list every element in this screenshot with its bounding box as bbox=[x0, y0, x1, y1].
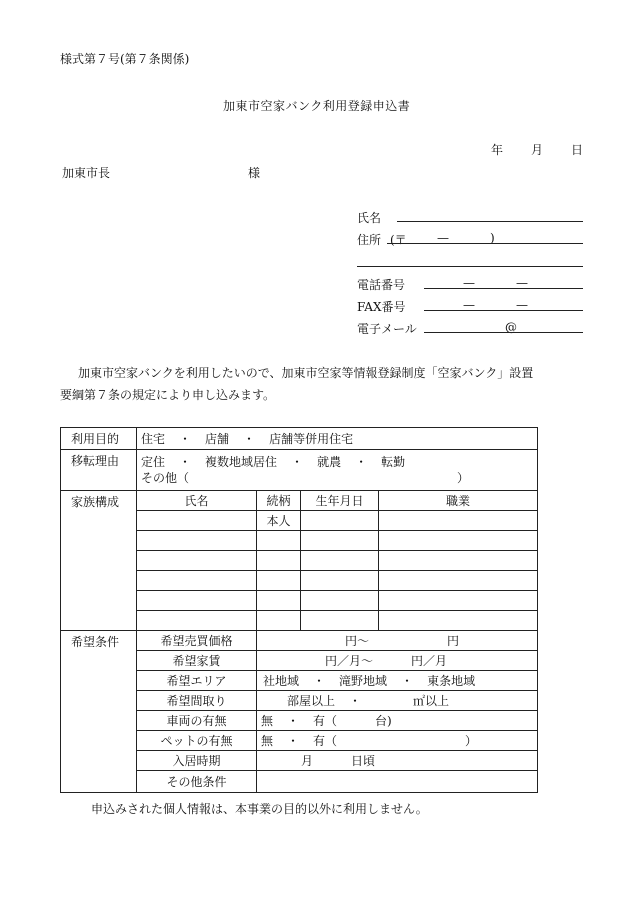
conditions-label: 希望条件 bbox=[61, 631, 137, 793]
reason-row bbox=[61, 450, 538, 491]
purpose-sep-1: ・ bbox=[179, 432, 192, 446]
vehicle-label: 車両の有無 bbox=[137, 711, 257, 731]
date-month: 月 bbox=[531, 143, 544, 157]
condition-price-row bbox=[61, 631, 538, 651]
fax-field[interactable] bbox=[424, 310, 583, 311]
address-field-line2[interactable] bbox=[357, 266, 583, 267]
family-header-row bbox=[61, 491, 538, 511]
reason-sep-2: ・ bbox=[291, 455, 304, 469]
family-name-cell[interactable] bbox=[137, 551, 257, 571]
family-name-cell[interactable] bbox=[137, 591, 257, 611]
family-birthdate-cell[interactable] bbox=[301, 571, 379, 591]
family-name-cell[interactable] bbox=[137, 611, 257, 631]
postal-close: ) bbox=[490, 231, 495, 245]
purpose-option-house[interactable]: 住宅 bbox=[141, 432, 166, 446]
pet-label: ペットの有無 bbox=[137, 731, 257, 751]
phone-dash-2: — bbox=[516, 276, 528, 290]
move-label: 入居時期 bbox=[137, 751, 257, 771]
area-sep-2: ・ bbox=[401, 674, 414, 688]
price-from-unit: 円～ bbox=[345, 634, 370, 648]
pet-sep: ・ bbox=[287, 734, 300, 748]
area-option-takino[interactable]: 滝野地域 bbox=[339, 674, 388, 688]
name-field[interactable] bbox=[397, 221, 583, 222]
reason-option-multi[interactable]: 複数地域居住 bbox=[205, 455, 278, 469]
addressee: 加東市長 bbox=[62, 166, 111, 180]
address-label: 住所 bbox=[357, 233, 382, 247]
other-conditions-label: その他条件 bbox=[137, 771, 257, 793]
reason-options[interactable] bbox=[137, 450, 538, 491]
vehicle-field[interactable] bbox=[257, 711, 538, 731]
purpose-option-mixed[interactable]: 店舗等併用住宅 bbox=[269, 432, 354, 446]
family-occupation-cell[interactable] bbox=[379, 551, 538, 571]
family-relation-cell[interactable] bbox=[257, 591, 301, 611]
family-relation-cell[interactable] bbox=[257, 571, 301, 591]
vehicle-option-yes[interactable]: 有（ bbox=[313, 714, 338, 728]
family-relation-cell[interactable] bbox=[257, 531, 301, 551]
reason-label: 移転理由 bbox=[61, 450, 137, 491]
reason-option-farm[interactable]: 就農 bbox=[317, 455, 342, 469]
area-label: 希望エリア bbox=[137, 671, 257, 691]
family-relation-cell[interactable] bbox=[257, 551, 301, 571]
fax-label: FAX番号 bbox=[357, 300, 406, 314]
family-relation-cell[interactable] bbox=[257, 611, 301, 631]
family-header-name: 氏名 bbox=[137, 491, 257, 511]
family-birthdate-cell[interactable] bbox=[301, 611, 379, 631]
body-line-1: 加東市空家バンクを利用したいので、加東市空家等情報登録制度「空家バンク」設置 bbox=[78, 366, 534, 380]
pet-option-no[interactable]: 無 bbox=[261, 734, 274, 748]
reason-option-settle[interactable]: 定住 bbox=[141, 455, 166, 469]
pet-option-yes[interactable]: 有（ bbox=[313, 734, 338, 748]
pet-close: ） bbox=[465, 734, 478, 748]
family-occupation-cell[interactable] bbox=[379, 511, 538, 531]
family-header-occupation: 職業 bbox=[379, 491, 538, 511]
rent-label: 希望家賃 bbox=[137, 651, 257, 671]
layout-field[interactable] bbox=[257, 691, 538, 711]
price-to-unit: 円 bbox=[447, 634, 460, 648]
reason-sep-1: ・ bbox=[179, 455, 192, 469]
other-conditions-field[interactable] bbox=[257, 771, 538, 793]
area-options[interactable] bbox=[257, 671, 538, 691]
fax-dash-2: — bbox=[516, 298, 528, 312]
purpose-row bbox=[61, 428, 538, 450]
fax-dash-1: — bbox=[463, 298, 475, 312]
email-field[interactable] bbox=[424, 332, 583, 333]
family-birthdate-cell[interactable] bbox=[301, 551, 379, 571]
purpose-options[interactable] bbox=[137, 428, 538, 450]
name-label: 氏名 bbox=[357, 211, 382, 225]
layout-label: 希望間取り bbox=[137, 691, 257, 711]
date-year: 年 bbox=[491, 143, 504, 157]
rent-from-unit: 円／月～ bbox=[325, 654, 374, 668]
purpose-label: 利用目的 bbox=[61, 428, 137, 450]
area-option-tojo[interactable]: 東条地域 bbox=[427, 674, 476, 688]
date-day: 日 bbox=[571, 143, 584, 157]
layout-rooms-unit: 部屋以上 bbox=[287, 694, 336, 708]
family-relation-self: 本人 bbox=[257, 511, 301, 531]
area-option-yashiro[interactable]: 社地域 bbox=[263, 674, 300, 688]
honorific: 様 bbox=[248, 166, 261, 180]
vehicle-unit: 台) bbox=[375, 714, 392, 728]
address-field[interactable] bbox=[387, 243, 583, 244]
purpose-option-shop[interactable]: 店舗 bbox=[205, 432, 230, 446]
family-birthdate-cell[interactable] bbox=[301, 591, 379, 611]
family-occupation-cell[interactable] bbox=[379, 611, 538, 631]
email-at: @ bbox=[505, 320, 517, 334]
postal-dash: — bbox=[437, 231, 449, 245]
move-day-unit: 日頃 bbox=[351, 754, 376, 768]
application-table bbox=[60, 427, 538, 793]
reason-other-label: その他（ bbox=[141, 471, 190, 485]
area-sep-1: ・ bbox=[313, 674, 326, 688]
price-label: 希望売買価格 bbox=[137, 631, 257, 651]
rent-to-unit: 円／月 bbox=[411, 654, 448, 668]
layout-sqm-unit: ㎡以上 bbox=[413, 694, 450, 708]
family-occupation-cell[interactable] bbox=[379, 571, 538, 591]
family-name-cell[interactable] bbox=[137, 511, 257, 531]
form-number: 様式第７号(第７条関係) bbox=[60, 52, 190, 66]
purpose-sep-2: ・ bbox=[243, 432, 256, 446]
phone-field[interactable] bbox=[424, 288, 583, 289]
family-header-birthdate: 生年月日 bbox=[301, 491, 379, 511]
layout-sep: ・ bbox=[349, 694, 362, 708]
vehicle-option-no[interactable]: 無 bbox=[261, 714, 274, 728]
phone-label: 電話番号 bbox=[357, 278, 406, 292]
family-name-cell[interactable] bbox=[137, 571, 257, 591]
page-title: 加東市空家バンク利用登録申込書 bbox=[223, 99, 411, 113]
rent-field[interactable] bbox=[257, 651, 538, 671]
reason-sep-3: ・ bbox=[355, 455, 368, 469]
body-line-2: 要綱第７条の規定により申し込みます。 bbox=[60, 388, 276, 402]
family-name-cell[interactable] bbox=[137, 531, 257, 551]
vehicle-sep: ・ bbox=[287, 714, 300, 728]
family-label: 家族構成 bbox=[61, 491, 137, 631]
price-field[interactable] bbox=[257, 631, 538, 651]
reason-other-close: ） bbox=[457, 471, 470, 485]
family-birthdate-cell[interactable] bbox=[301, 511, 379, 531]
phone-dash-1: — bbox=[463, 276, 475, 290]
family-occupation-cell[interactable] bbox=[379, 591, 538, 611]
email-label: 電子メール bbox=[357, 322, 417, 336]
move-month-unit: 月 bbox=[301, 754, 314, 768]
pet-field[interactable] bbox=[257, 731, 538, 751]
reason-option-transfer[interactable]: 転勤 bbox=[381, 455, 406, 469]
postal-open: (〒 bbox=[390, 233, 407, 247]
family-occupation-cell[interactable] bbox=[379, 531, 538, 551]
family-header-relation: 続柄 bbox=[257, 491, 301, 511]
privacy-note: 申込みされた個人情報は、本事業の目的以外に利用しません。 bbox=[91, 802, 428, 816]
move-field[interactable] bbox=[257, 751, 538, 771]
family-birthdate-cell[interactable] bbox=[301, 531, 379, 551]
